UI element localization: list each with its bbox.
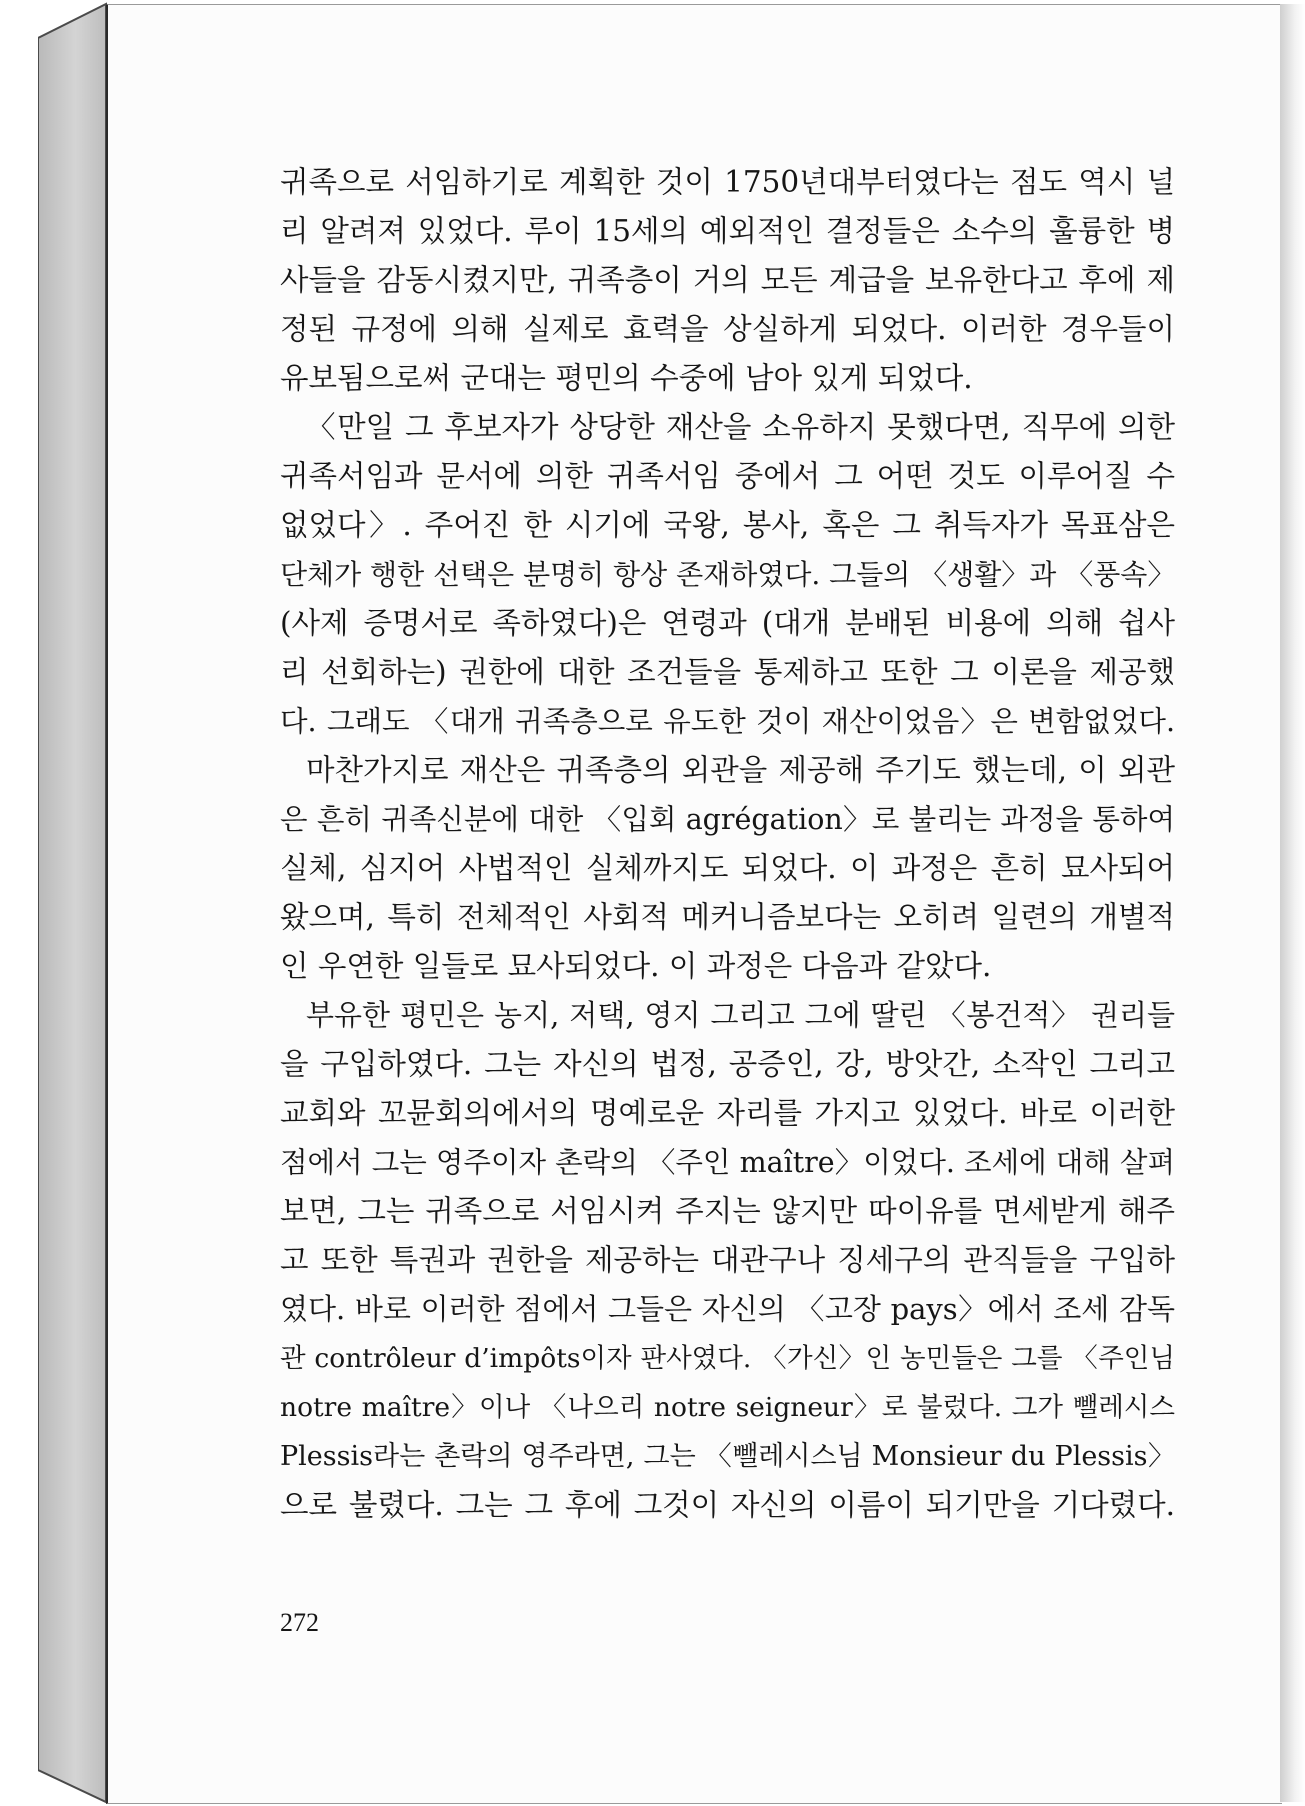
page-number: 272 (280, 1608, 319, 1637)
text-line: notre maître〉이나 〈나으리 notre seigneur〉로 불렀다. 그가 뺄레시스 (280, 1392, 1175, 1423)
text-line: 인 우연한 일들로 묘사되었다. 이 과정은 다음과 같았다. (280, 949, 992, 983)
text-line: 없었다〉. 주어진 한 시기에 국왕, 봉사, 혹은 그 취득자가 목표삼은 (280, 508, 1175, 542)
text-line: 리 선회하는) 권한에 대한 조건들을 통제하고 또한 그 이론을 제공했 (280, 655, 1175, 689)
text-line: 관 contrôleur d’impôts이자 판사였다. 〈가신〉인 농민들은 그를 〈주인님 (280, 1343, 1175, 1374)
book-spine-graphic (38, 0, 108, 1806)
text-line: 였다. 바로 이러한 점에서 그들은 자신의 〈고장 pays〉에서 조세 감독 (280, 1292, 1175, 1326)
book-spine (38, 0, 108, 1806)
body-text (280, 158, 1175, 1530)
text-line: 교회와 꼬뮨회의에서의 명예로운 자리를 가지고 있었다. 바로 이러한 (280, 1096, 1175, 1130)
text-line: 단체가 행한 선택은 분명히 항상 존재하였다. 그들의 〈생활〉과 〈풍속〉 (280, 558, 1176, 591)
text-line: 정된 규정에 의해 실제로 효력을 상실하게 되었다. 이러한 경우들이 (280, 312, 1175, 346)
text-line: 점에서 그는 영주이자 촌락의 〈주인 maître〉이었다. 조세에 대해 살펴 (280, 1146, 1175, 1179)
text-line: 귀족서임과 문서에 의한 귀족서임 중에서 그 어떤 것도 이루어질 수 (280, 459, 1175, 493)
text-line: 〈만일 그 후보자가 상당한 재산을 소유하지 못했다면, 직무에 의한 (306, 410, 1175, 444)
text-line: 고 또한 특권과 권한을 제공하는 대관구나 징세구의 관직들을 구입하 (280, 1243, 1175, 1277)
text-line: 으로 불렸다. 그는 그 후에 그것이 자신의 이름이 되기만을 기다렸다. (280, 1488, 1175, 1522)
text-line: 리 알려져 있었다. 루이 15세의 예외적인 결정들은 소수의 훌륭한 병 (280, 214, 1175, 248)
text-line: 사들을 감동시켰지만, 귀족층이 거의 모든 계급을 보유한다고 후에 제 (280, 263, 1175, 297)
text-line: 귀족으로 서임하기로 계획한 것이 1750년대부터였다는 점도 역시 널 (280, 165, 1175, 199)
text-line: Plessis라는 촌락의 영주라면, 그는 〈뺄레시스님 Monsieur du Plessis〉 (280, 1441, 1175, 1472)
text-line: 왔으며, 특히 전체적인 사회적 메커니즘보다는 오히려 일련의 개별적 (280, 900, 1175, 934)
text-line: 보면, 그는 귀족으로 서임시켜 주지는 않지만 따이유를 면세받게 해주 (280, 1194, 1175, 1228)
text-line: (사제 증명서로 족하였다)은 연령과 (대개 분배된 비용에 의해 쉽사 (280, 606, 1175, 640)
text-line: 유보됨으로써 군대는 평민의 수중에 남아 있게 되었다. (280, 361, 973, 395)
text-line: 은 흔히 귀족신분에 대한 〈입회 agrégation〉로 불리는 과정을 통하여 (280, 803, 1175, 836)
text-line: 다. 그래도 〈대개 귀족층으로 유도한 것이 재산이었음〉은 변함없었다. (280, 705, 1175, 738)
text-line: 마찬가지로 재산은 귀족층의 외관을 제공해 주기도 했는데, 이 외관 (306, 753, 1175, 787)
page-right-edge (1280, 4, 1305, 1802)
text-line: 부유한 평민은 농지, 저택, 영지 그리고 그에 딸린 〈봉건적〉 권리들 (306, 998, 1175, 1032)
text-line: 을 구입하였다. 그는 자신의 법정, 공증인, 강, 방앗간, 소작인 그리고 (280, 1047, 1175, 1081)
text-line: 실체, 심지어 사법적인 실체까지도 되었다. 이 과정은 흔히 묘사되어 (280, 851, 1175, 885)
